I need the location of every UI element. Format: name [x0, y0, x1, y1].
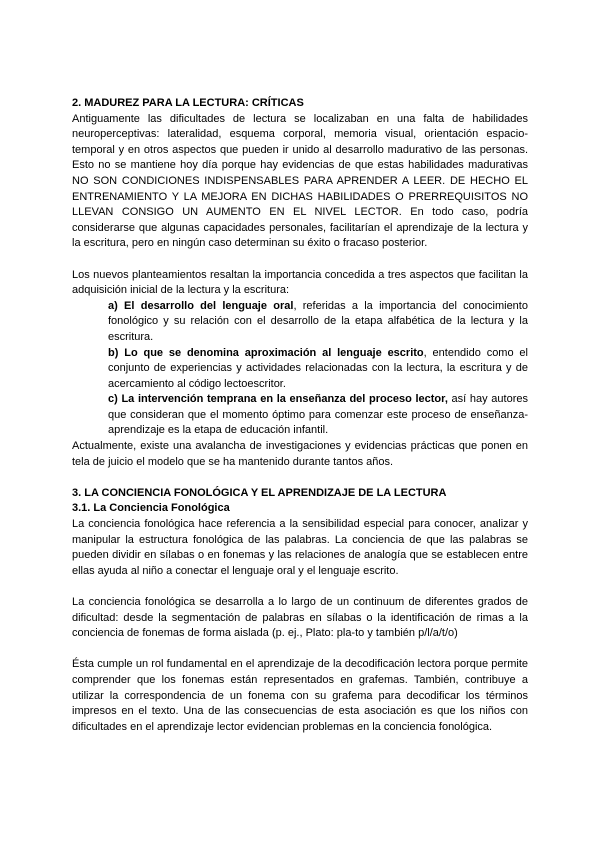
section-2-heading: 2. MADUREZ PARA LA LECTURA: CRÍTICAS: [72, 97, 304, 109]
list-item-b: [108, 346, 528, 393]
list-item-b-lead: b) Lo que se denomina aproximación al lenguaje escrito: [108, 346, 424, 359]
section-2-paragraph-2: Los nuevos planteamientos resaltan la importancia concedida a tres aspectos que facilitan la adquisición inicial de la lectura y la escritura:: [72, 268, 528, 297]
list-item-b-text: , entendido como el conjunto de experiencias y actividades relacionadas con la lectura, la escritura y de acercamiento al código lectoescritor.: [108, 346, 528, 390]
document-content: [72, 96, 528, 735]
list-item-a: [108, 299, 528, 346]
list-item-c-lead: c) La intervención temprana en la enseñanza del proceso lector,: [108, 393, 448, 406]
list-item-c: [108, 392, 528, 439]
section-2-paragraph-1: Antiguamente las dificultades de lectura se localizaban en una falta de habilidades neuroperceptivas: lateralidad, esquema corporal, memoria visual, orientación espacio-temporal y en otros aspectos que pueden ir unido al desarrollo madurativo de las personas. Esto no se mantiene hoy día porque hay evidencias de que estas habilidades madurativas NO SON CONDICIONES INDISPENSABLES PARA APRENDER A LEER. DE HECHO EL ENTRENAMIENTO Y LA MEJORA EN DICHAS HABILIDADES O PRERREQUISITOS NO LLEVAN CONSIGO UN AUMENTO EN EL NIVEL LECTOR. En todo caso, podría considerarse que algunas capacidades personales, facilitarían el aprendizaje de la lectura y la escritura, pero en ningún caso determinan su éxito o fracaso posterior.: [72, 112, 528, 250]
section-3-paragraph-2: La conciencia fonológica se desarrolla a lo largo de un continuum de diferentes grados de dificultad: desde la segmentación de palabras en sílabas o la identificación de rimas a la conciencia de fonemas de forma aislada (p. ej., Plato: pla-to y también p/l/a/t/o): [72, 596, 528, 640]
section-3-paragraph-1: La conciencia fonológica hace referencia a la sensibilidad especial para conocer, analizar y manipular la estructura fonológica de las palabras. La conciencia de que las palabras se pueden dividir en sílabas o en fonemas y las relaciones de analogía que se establecen entre ellas ayuda al niño a conectar el lenguaje oral y el lenguaje escrito.: [72, 518, 528, 577]
list-item-a-text: , referidas a la importancia del conocimiento fonológico y su relación con el desarrollo de la etapa alfabética de la lectura y la escritura.: [108, 299, 528, 343]
section-3-heading: 3. LA CONCIENCIA FONOLÓGICA Y EL APRENDIZAJE DE LA LECTURA: [72, 486, 447, 499]
section-3-paragraph-3: Ésta cumple un rol fundamental en el aprendizaje de la decodificación lectora porque permite comprender que los fonemas están representados en grafemas. También, contribuye a utilizar la correspondencia de un fonema con su grafema para decodificar los términos impresos en el texto. Una de las consecuencias de esta asociación es que los niños con dificultades en el aprendizaje lector evidencian problemas en la conciencia fonológica.: [72, 658, 528, 733]
section-2-paragraph-3: Actualmente, existe una avalancha de investigaciones y evidencias prácticas que ponen en tela de juicio el modelo que se ha mantenido durante tantos años.: [72, 440, 528, 468]
section-3-1-subheading: 3.1. La Conciencia Fonológica: [72, 502, 230, 515]
list-item-c-text: así hay autores que consideran que el momento óptimo para comenzar este proceso de enseñanza-aprendizaje es la etapa de educación infantil.: [108, 393, 528, 437]
list-item-a-lead: a) El desarrollo del lenguaje oral: [108, 299, 294, 312]
